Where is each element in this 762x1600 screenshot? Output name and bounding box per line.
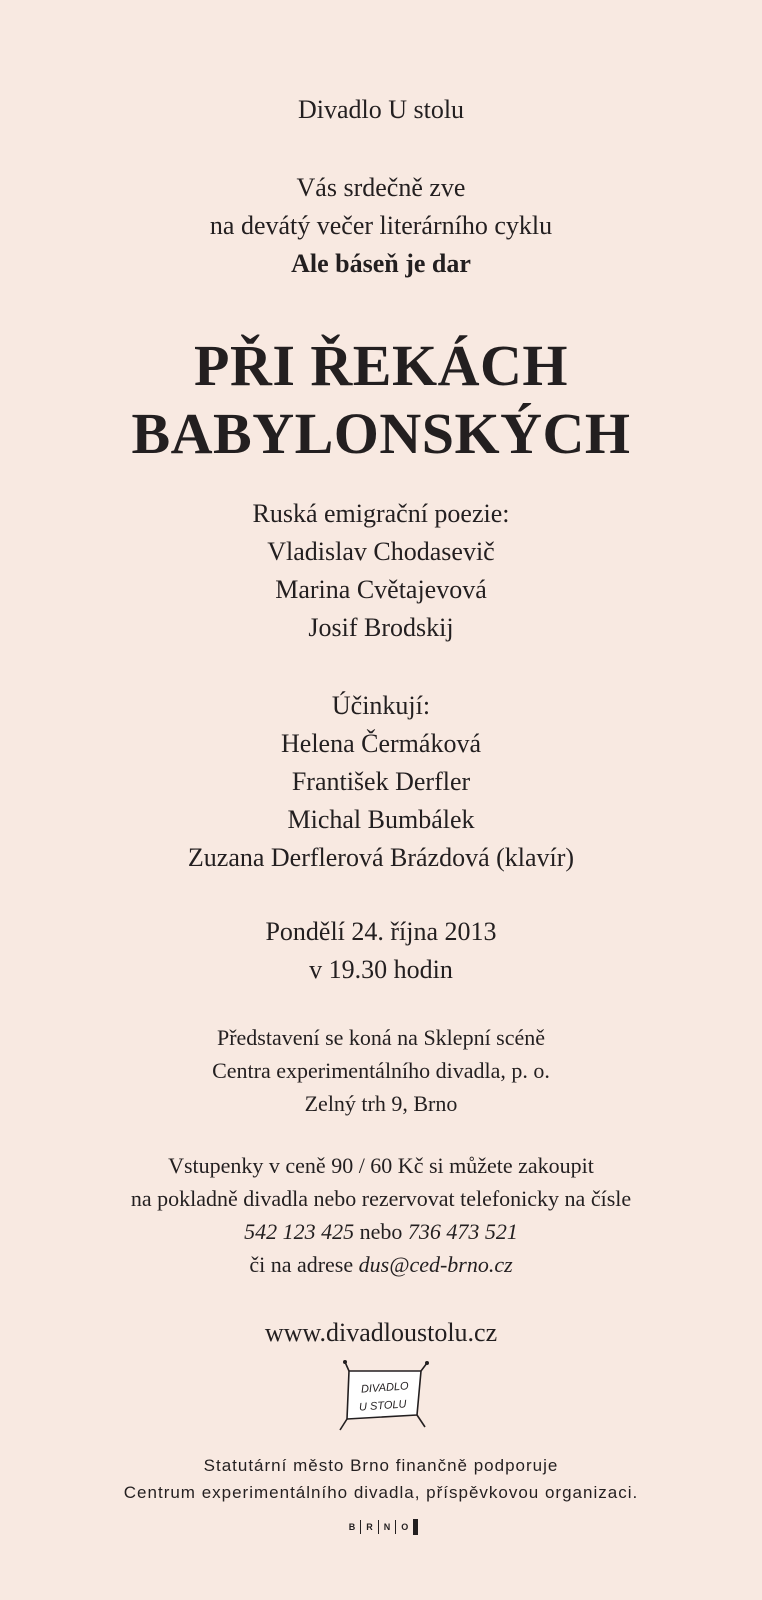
poet-name: Vladislav Chodasevič (267, 537, 495, 566)
venue-line-1: Představení se koná na Sklepní scéně (216, 1025, 546, 1050)
cycle-name: Ale báseň je dar (291, 249, 471, 278)
footer-line-2: Centrum experimentálního divadla, příspěvkovou organizaci. (123, 1483, 639, 1502)
email-prefix: či na adrese (249, 1252, 359, 1277)
brno-letter: B (348, 1522, 356, 1532)
invite-line-2: na devátý večer literárního cyklu (209, 211, 553, 240)
tickets-phones (0, 1219, 762, 1245)
brno-letter: R (366, 1522, 373, 1532)
brno-end-bar (413, 1519, 418, 1535)
website-link[interactable]: www.divadloustolu.cz (264, 1318, 498, 1347)
event-title-line-2: BABYLONSKÝCH (131, 401, 631, 466)
invite-line-1: Vás srdečně zve (296, 173, 466, 202)
tickets-line-1: Vstupenky v ceně 90 / 60 Kč si můžete zakoupit (168, 1153, 594, 1178)
email-link[interactable]: dus@ced-brno.cz (358, 1252, 513, 1277)
footer-line-1: Statutární město Brno finančně podporuje (203, 1456, 559, 1475)
phone-joiner: nebo (354, 1219, 408, 1244)
program-heading: Ruská emigrační poezie: (252, 499, 510, 528)
phone-number-1[interactable]: 542 123 425 (244, 1219, 355, 1244)
performer-name: Helena Čermáková (281, 729, 481, 758)
table-logo-icon (335, 1357, 435, 1437)
performer-name: Michal Bumbálek (287, 805, 475, 834)
venue-line-3: Zelný trh 9, Brno (304, 1091, 458, 1116)
event-time: v 19.30 hodin (309, 955, 453, 984)
tickets-line-2: na pokladně divadla nebo rezervovat telefonicky na čísle (130, 1186, 632, 1211)
logo-text-line-2: U STOLU (358, 1398, 407, 1414)
theatre-name: Divadlo U stolu (297, 95, 465, 124)
brno-letter: O (401, 1522, 409, 1532)
poet-name: Josif Brodskij (308, 613, 454, 642)
venue-line-2: Centra experimentálního divadla, p. o. (212, 1058, 550, 1083)
poet-name: Marina Cvětajevová (275, 575, 487, 604)
brno-city-logo (0, 1518, 762, 1536)
tickets-email-line (0, 1252, 762, 1278)
performer-name: František Derfler (291, 767, 471, 796)
performer-name: Zuzana Derflerová Brázdová (klavír) (187, 843, 575, 872)
brno-letter: N (383, 1522, 391, 1532)
event-title-line-1: PŘI ŘEKÁCH (194, 333, 568, 398)
event-date: Pondělí 24. října 2013 (265, 917, 497, 946)
logo-text-line-1: DIVADLO (360, 1380, 409, 1396)
phone-number-2[interactable]: 736 473 521 (407, 1219, 518, 1244)
performers-heading: Účinkují: (331, 691, 431, 720)
